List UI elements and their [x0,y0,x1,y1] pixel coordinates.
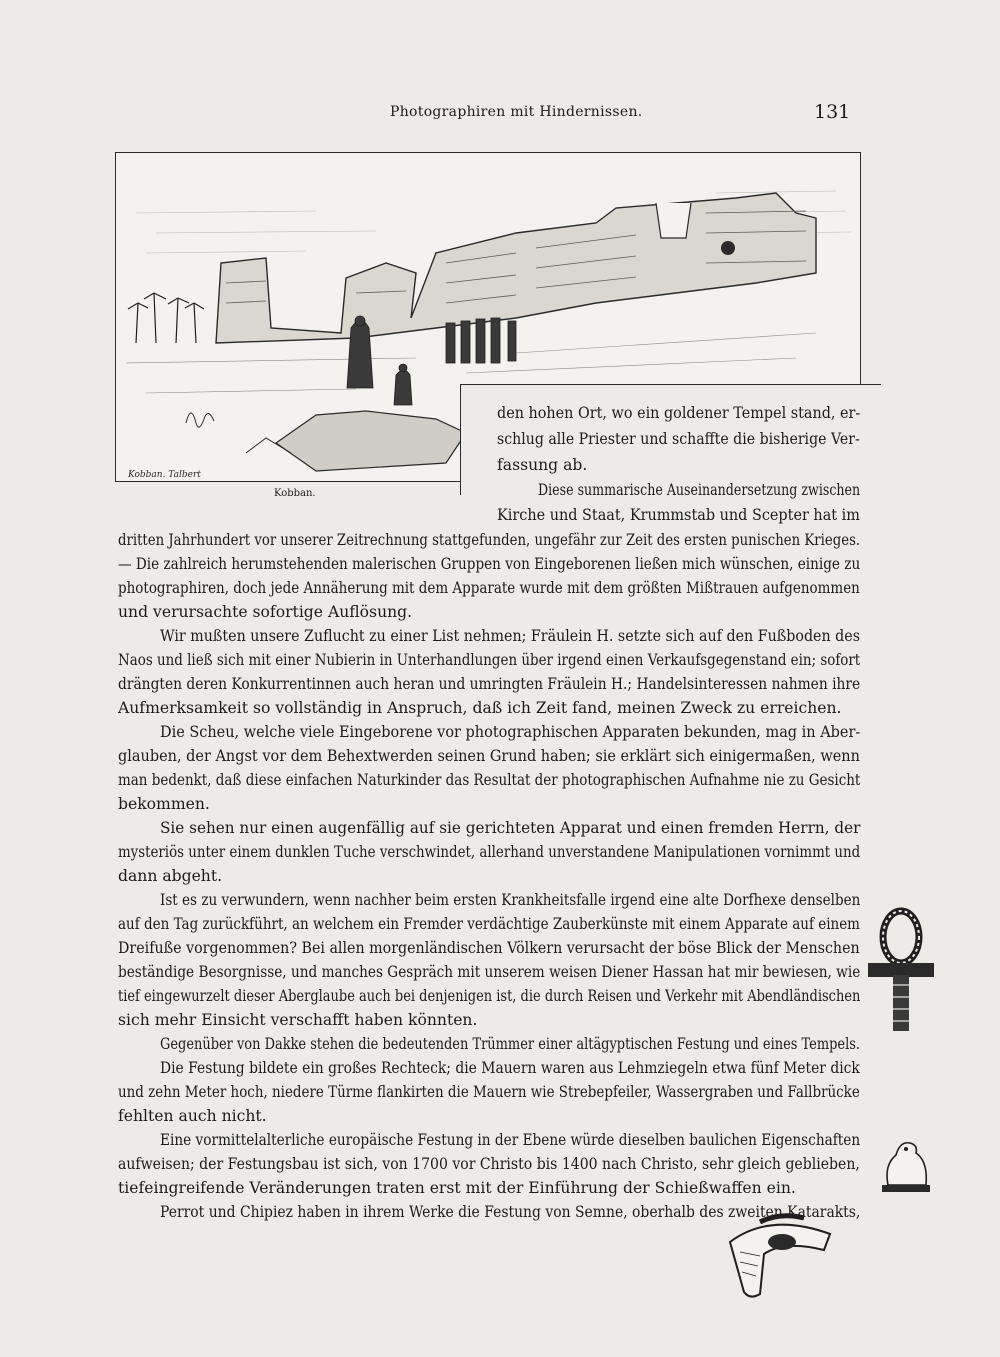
text-line: auf den Tag zurückführt, an welchem ein Fremder verdächtige Zauberkünste mit einem Apparate auf einem [118,915,860,933]
text-line: fassung ab. [497,456,588,474]
text-line: tief eingewurzelt dieser Aberglaube auch bei denjenigen ist, die durch Reisen und Verkehr mit Abendländischen [118,987,861,1005]
text-line: Perrot und Chipiez haben in ihrem Werke die Festung von Semne, oberhalb des zweiten Katarakts, [160,1203,861,1221]
text-line: beständige Besorgnisse, und manches Gespräch mit unserem weisen Diener Hassan hat mir bewiesen, wie [118,963,861,981]
text-line: — Die zahlreich herumstehenden malerischen Gruppen von Eingeborenen ließen mich wünschen, einige zu [118,555,861,573]
figure-caption: Kobban. [274,488,316,499]
text-line: Wir mußten unsere Zuflucht zu einer List nehmen; Fräulein H. setzte sich auf den Fußboden des [160,627,861,645]
artist-signature: Kobban. Talbert [128,470,201,480]
text-line: Sie sehen nur einen augenfällig auf sie gerichteten Apparat und einen fremden Herrn, der [160,819,861,837]
text-line: und verursachte sofortige Auflösung. [118,603,413,621]
ankh-icon [866,905,936,1035]
text-line: Ist es zu verwundern, wenn nachher beim ersten Krankheitsfalle irgend eine alte Dorfhexe denselben [160,891,861,909]
text-line: sich mehr Einsicht verschafft haben könnten. [118,1011,478,1029]
text-line: photographiren, doch jede Annäherung mit dem Apparate wurde mit dem größten Mißtrauen aufgenommen [118,579,860,597]
text-line: dritten Jahrhundert vor unserer Zeitrechnung stattgefunden, ungefähr zur Zeit des ersten punischen Krieges. [118,531,861,549]
text-line: schlug alle Priester und schaffte die bisherige Ver- [497,430,860,448]
text-line: bekommen. [118,795,210,813]
page-number: 131 [814,101,851,123]
text-line: glauben, der Angst vor dem Behextwerden seinen Grund haben; sie erklärt sich einigermaßen, wenn [118,747,860,765]
falcon-icon [876,1135,936,1197]
text-line: drängten deren Konkurrentinnen auch heran und umringten Fräulein H.; Handelsinteressen nahmen ihre [118,675,861,693]
running-title: Photographiren mit Hindernissen. [390,104,643,120]
text-line: Die Scheu, welche viele Eingeborene vor photographischen Apparaten bekunden, mag in Aber- [160,723,861,741]
text-line: Eine vormittelalterliche europäische Festung in der Ebene würde dieselben baulichen Eigenschaften [160,1131,861,1149]
text-line: Die Festung bildete ein großes Rechteck; die Mauern waren aus Lehmziegeln etwa fünf Meter dick [160,1059,860,1077]
text-line: aufweisen; der Festungsbau ist sich, von 1700 vor Christo bis 1400 nach Christo, sehr gleich geblieben, [118,1155,860,1173]
text-line: den hohen Ort, wo ein goldener Tempel stand, er- [497,404,861,422]
text-line: Aufmerksamkeit so vollständig in Anspruch, daß ich Zeit fand, meinen Zweck zu erreichen. [118,699,842,717]
text-line: Dreifuße vorgenommen? Bei allen morgenländischen Völkern verursacht der böse Blick der Menschen [118,939,860,957]
text-line: dann abgeht. [118,867,223,885]
text-line: fehlten auch nicht. [118,1107,267,1125]
text-line: Naos und ließ sich mit einer Nubierin in Unterhandlungen über irgend einen Verkaufsgegenstand ein; sofort [118,651,861,669]
text-line: Kirche und Staat, Krummstab und Scepter hat im [497,506,860,524]
text-line: Diese summarische Auseinandersetzung zwischen [538,481,861,499]
text-line: und zehn Meter hoch, niedere Türme flankirten die Mauern wie Strebepfeiler, Wassergraben und Fallbrücke [118,1083,860,1101]
text-line: tiefeingreifende Veränderungen traten erst mit der Einführung der Schießwaffen ein. [118,1179,796,1197]
text-line: mysteriös unter einem dunklen Tuche verschwindet, allerhand unverstandene Manipulationen vornimmt und [118,843,861,861]
text-line: Gegenüber von Dakke stehen die bedeutenden Trümmer einer altägyptischen Festung und eines Tempels. [160,1035,861,1053]
eye-of-horus-icon [720,1212,840,1302]
text-line: man bedenkt, daß diese einfachen Naturkinder das Resultat der photographischen Aufnahme nie zu Gesicht [118,771,861,789]
